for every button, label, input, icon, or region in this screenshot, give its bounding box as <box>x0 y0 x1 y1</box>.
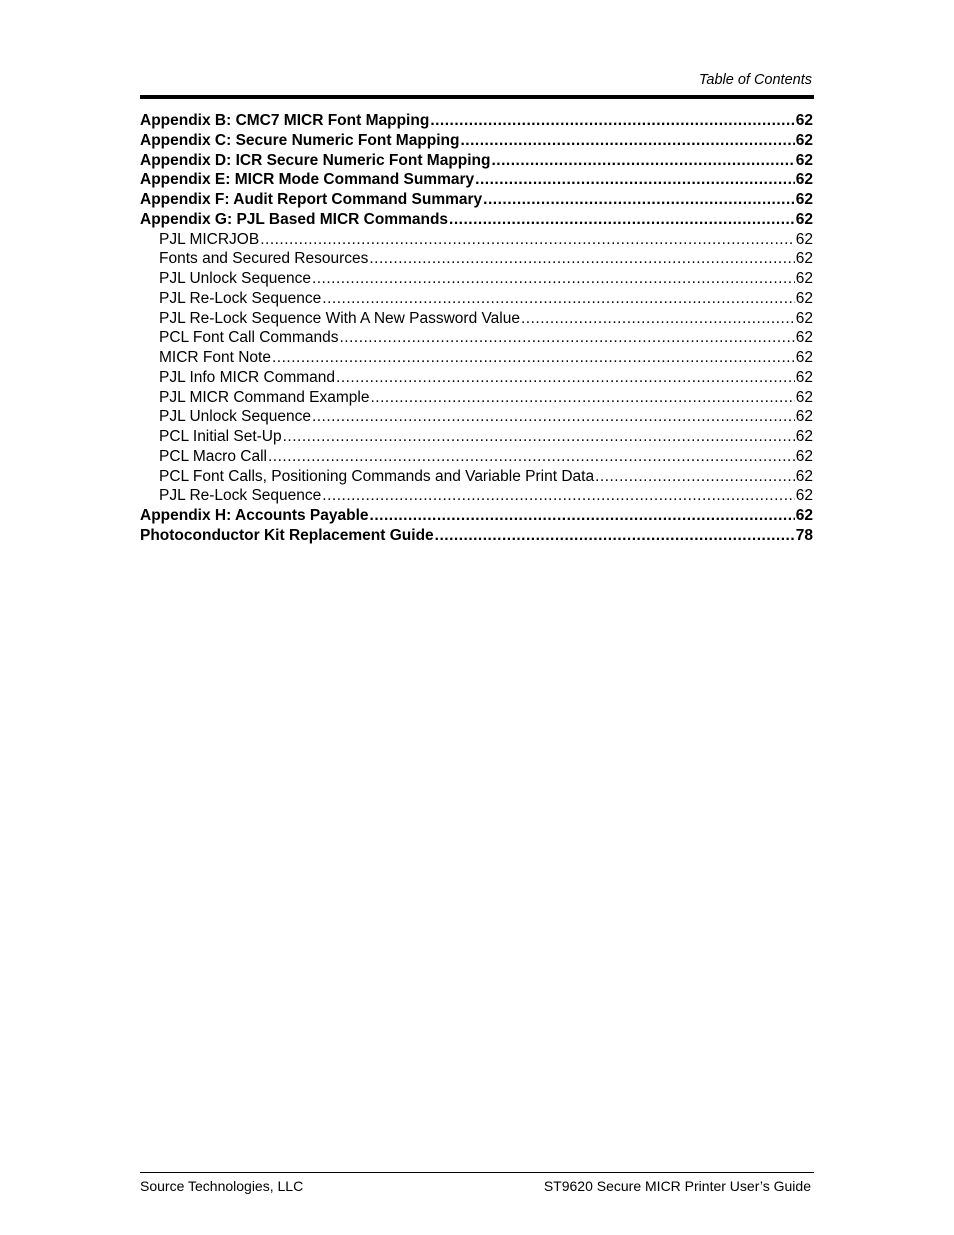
toc-entry-page: 62 <box>795 131 813 149</box>
toc-entry-label: Photoconductor Kit Replacement Guide <box>140 526 434 544</box>
toc-entry-label: Appendix G: PJL Based MICR Commands <box>140 210 449 228</box>
toc-entry-page: 62 <box>795 368 813 386</box>
toc-entry[interactable] <box>140 230 813 250</box>
toc-entry[interactable] <box>140 467 813 487</box>
toc-entry[interactable] <box>140 131 813 151</box>
footer-company: Source Technologies, LLC <box>140 1178 304 1194</box>
toc-entry[interactable] <box>140 506 813 526</box>
toc-entry-page: 62 <box>795 428 813 445</box>
toc-entry-label: MICR Font Note <box>159 349 271 366</box>
toc-entry-page: 62 <box>795 309 813 327</box>
toc-entry-label: PCL Font Calls, Positioning Commands and Variable Print Data <box>159 467 595 485</box>
toc-entry-page: 62 <box>795 112 813 129</box>
toc-entry-label: PJL Re-Lock Sequence <box>159 289 322 307</box>
toc-entry-page: 62 <box>795 250 813 268</box>
toc-entry-page: 62 <box>795 408 813 426</box>
toc-entry-label: PJL Unlock Sequence <box>159 270 311 287</box>
toc-dot-leader <box>461 131 795 151</box>
toc-entry[interactable] <box>140 427 813 447</box>
toc-entry[interactable] <box>140 368 813 388</box>
toc-entry-label: PJL Unlock Sequence <box>159 408 311 426</box>
toc-entry[interactable] <box>140 486 813 506</box>
toc-dot-leader <box>322 289 794 309</box>
toc-entry[interactable] <box>140 210 813 230</box>
toc-entry-label: PCL Font Call Commands <box>159 329 339 347</box>
toc-dot-leader <box>369 249 794 269</box>
toc-dot-leader <box>268 447 795 467</box>
toc-dot-leader <box>475 170 795 190</box>
toc-entry-page: 62 <box>795 210 813 228</box>
footer-rule <box>140 1172 814 1173</box>
toc-entry[interactable] <box>140 526 813 546</box>
toc-entry-page: 62 <box>795 388 813 406</box>
toc-entry-page: 62 <box>795 507 813 524</box>
toc-dot-leader <box>260 230 795 250</box>
toc-entry[interactable] <box>140 348 813 368</box>
toc-dot-leader <box>283 427 795 447</box>
toc-entry[interactable] <box>140 388 813 408</box>
toc-entry-label: PJL Re-Lock Sequence <box>159 487 322 505</box>
toc-entry-label: Fonts and Secured Resources <box>159 250 369 268</box>
footer-document-title: ST9620 Secure MICR Printer User’s Guide <box>543 1178 811 1194</box>
toc-entry[interactable] <box>140 269 813 289</box>
toc-entry[interactable] <box>140 309 813 329</box>
toc-entry-page: 62 <box>795 447 813 465</box>
toc-entry[interactable] <box>140 328 813 348</box>
toc-entry[interactable] <box>140 170 813 190</box>
toc-dot-leader <box>272 348 795 368</box>
toc-entry-page: 62 <box>795 191 813 208</box>
toc-entry[interactable] <box>140 289 813 309</box>
toc-entry-label: PJL Info MICR Command <box>159 368 336 386</box>
toc-dot-leader <box>483 190 795 210</box>
toc-entry-label: Appendix H: Accounts Payable <box>140 507 369 524</box>
toc-entry-label: Appendix B: CMC7 MICR Font Mapping <box>140 112 430 129</box>
toc-entry[interactable] <box>140 111 813 131</box>
toc-entry-label: PCL Macro Call <box>159 447 267 465</box>
toc-dot-leader <box>492 151 795 171</box>
toc-entry-label: PCL Initial Set-Up <box>159 428 282 445</box>
toc-dot-leader <box>312 407 795 427</box>
toc-entry-page: 62 <box>795 329 813 347</box>
toc-dot-leader <box>430 111 794 131</box>
toc-entry[interactable] <box>140 447 813 467</box>
header-title: Table of Contents <box>698 72 812 88</box>
toc-entry-page: 62 <box>795 270 813 287</box>
toc-entry-page: 62 <box>795 349 813 366</box>
toc-entry-page: 62 <box>795 467 813 485</box>
toc-entry[interactable] <box>140 151 813 171</box>
table-of-contents <box>140 111 813 546</box>
toc-entry-label: Appendix D: ICR Secure Numeric Font Mapping <box>140 151 491 169</box>
toc-dot-leader <box>521 309 795 329</box>
toc-entry[interactable] <box>140 190 813 210</box>
toc-entry-label: PJL Re-Lock Sequence With A New Password Value <box>159 309 520 327</box>
toc-dot-leader <box>595 467 795 487</box>
toc-entry-label: Appendix F: Audit Report Command Summary <box>140 191 483 208</box>
toc-entry-page: 78 <box>795 526 813 544</box>
toc-dot-leader <box>449 210 795 230</box>
toc-dot-leader <box>336 368 795 388</box>
toc-entry[interactable] <box>140 407 813 427</box>
toc-entry-page: 62 <box>795 171 813 189</box>
toc-entry-label: PJL MICRJOB <box>159 230 260 248</box>
toc-entry-label: Appendix C: Secure Numeric Font Mapping <box>140 131 460 149</box>
toc-entry-label: PJL MICR Command Example <box>159 388 370 406</box>
toc-dot-leader <box>370 506 795 526</box>
toc-entry-page: 62 <box>795 230 813 248</box>
toc-entry-page: 62 <box>795 151 813 169</box>
header-rule <box>140 95 814 99</box>
toc-entry[interactable] <box>140 249 813 269</box>
toc-dot-leader <box>312 269 795 289</box>
toc-dot-leader <box>435 526 795 546</box>
toc-dot-leader <box>370 388 794 408</box>
toc-dot-leader <box>339 328 794 348</box>
toc-entry-label: Appendix E: MICR Mode Command Summary <box>140 171 475 189</box>
toc-entry-page: 62 <box>795 289 813 307</box>
toc-entry-page: 62 <box>795 487 813 505</box>
toc-dot-leader <box>322 486 794 506</box>
